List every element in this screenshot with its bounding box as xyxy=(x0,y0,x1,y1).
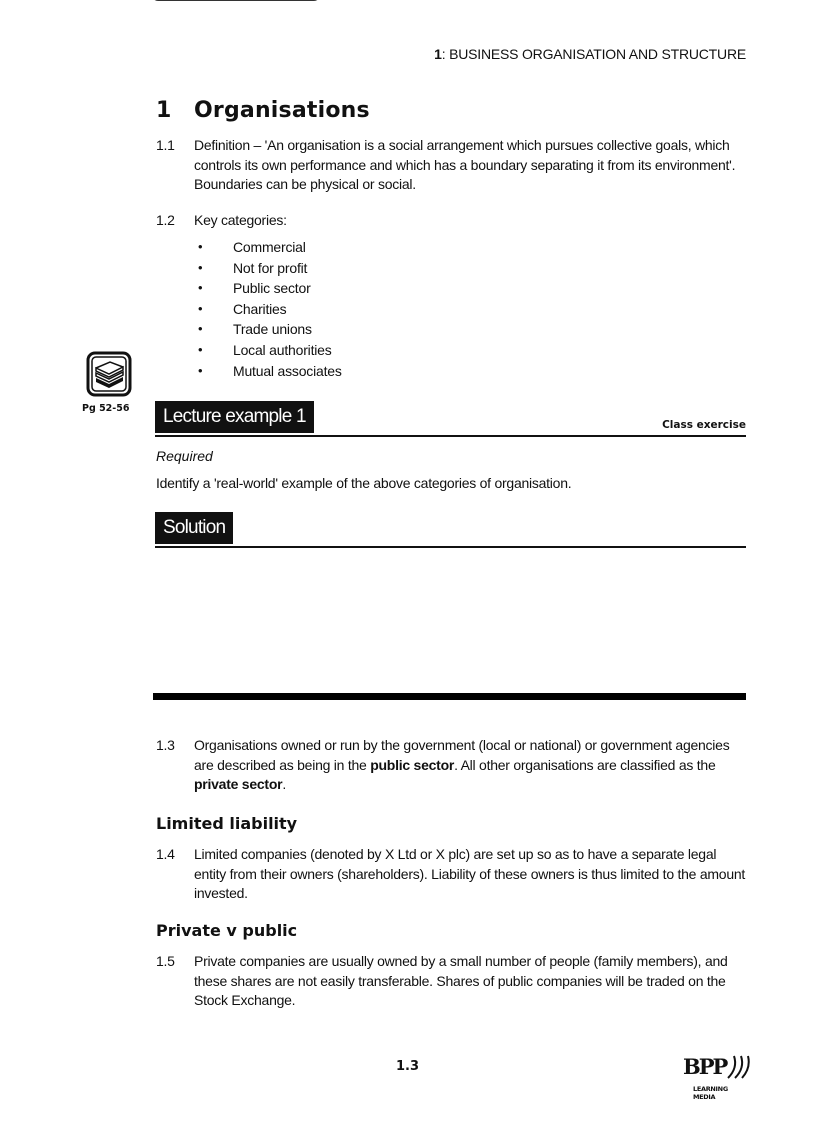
lecture-example-heading xyxy=(155,401,746,437)
book-stack-icon xyxy=(86,351,132,397)
private-v-public-heading: Private v public xyxy=(156,921,298,940)
bpp-logo xyxy=(680,1054,750,1101)
term-private-sector: private sector xyxy=(194,776,283,792)
paragraph-number: 1.2 xyxy=(156,212,175,228)
paragraph-text: Private companies are usually owned by a small number of people (family members), and these shares are not easily transferable. Shares of public companies will be traded on the Stock Exchange. xyxy=(194,953,728,1008)
paragraph-number: 1.4 xyxy=(156,846,175,862)
paragraph-1-1 xyxy=(156,136,746,195)
paragraph-number: 1.5 xyxy=(156,953,175,969)
list-item: • Commercial xyxy=(194,237,342,258)
chapter-number: 1 xyxy=(434,46,442,62)
paragraph-text: Definition – 'An organisation is a social arrangement which pursues collective goals, which controls its own performance and which has a boundary separating it from its environment'. Boundaries can be physical or social. xyxy=(194,137,736,192)
categories-list xyxy=(194,237,342,381)
class-exercise-tag: Class exercise xyxy=(662,419,746,431)
paragraph-1-5 xyxy=(156,952,746,1011)
paragraph-1-4 xyxy=(156,845,746,904)
section-title: Organisations xyxy=(194,98,370,123)
list-item: • Trade unions xyxy=(194,319,342,340)
running-header xyxy=(420,46,746,62)
solution-heading xyxy=(155,512,746,548)
solution-label: Solution xyxy=(155,512,233,544)
list-item: • Public sector xyxy=(194,278,342,299)
top-tab-decoration xyxy=(152,0,320,1)
section-heading xyxy=(156,98,370,123)
list-item: • Mutual associates xyxy=(194,361,342,382)
text-run: Organisations owned or run by the government (local or national) or government agencies are described as being in the xyxy=(194,737,730,773)
list-item: • Charities xyxy=(194,299,342,320)
paragraph-number: 1.1 xyxy=(156,137,175,153)
term-public-sector: public sector xyxy=(370,756,455,773)
paragraph-text: Key categories: xyxy=(194,212,287,228)
list-item: • Not for profit xyxy=(194,258,342,279)
solution-end-rule xyxy=(153,693,746,700)
chapter-title: : BUSINESS ORGANISATION AND STRUCTURE xyxy=(441,46,746,62)
page-reference: Pg 52-56 xyxy=(82,403,130,414)
logo-text: BPP xyxy=(683,1054,727,1079)
limited-liability-heading: Limited liability xyxy=(156,814,298,833)
logo-subtitle: LEARNING MEDIA xyxy=(693,1085,728,1101)
text-run: . All other organisations are classified as the xyxy=(454,756,716,773)
logo-swoosh-icon xyxy=(724,1054,750,1080)
page-number: 1.3 xyxy=(396,1059,420,1074)
section-number: 1 xyxy=(156,98,172,123)
paragraph-1-2 xyxy=(156,211,746,231)
text-run: . xyxy=(282,776,286,792)
required-label: Required xyxy=(156,448,213,464)
list-item: • Local authorities xyxy=(194,340,342,361)
paragraph-text: Limited companies (denoted by X Ltd or X plc) are set up so as to have a separate legal entity from their owners (shareholders). Liability of these owners is thus limited to the amount invested. xyxy=(194,846,746,901)
lecture-example-label: Lecture example 1 xyxy=(155,401,314,433)
paragraph-1-3 xyxy=(156,736,746,795)
paragraph-number: 1.3 xyxy=(156,737,175,753)
required-text: Identify a 'real-world' example of the above categories of organisation. xyxy=(156,475,572,491)
paragraph-text xyxy=(194,736,746,795)
